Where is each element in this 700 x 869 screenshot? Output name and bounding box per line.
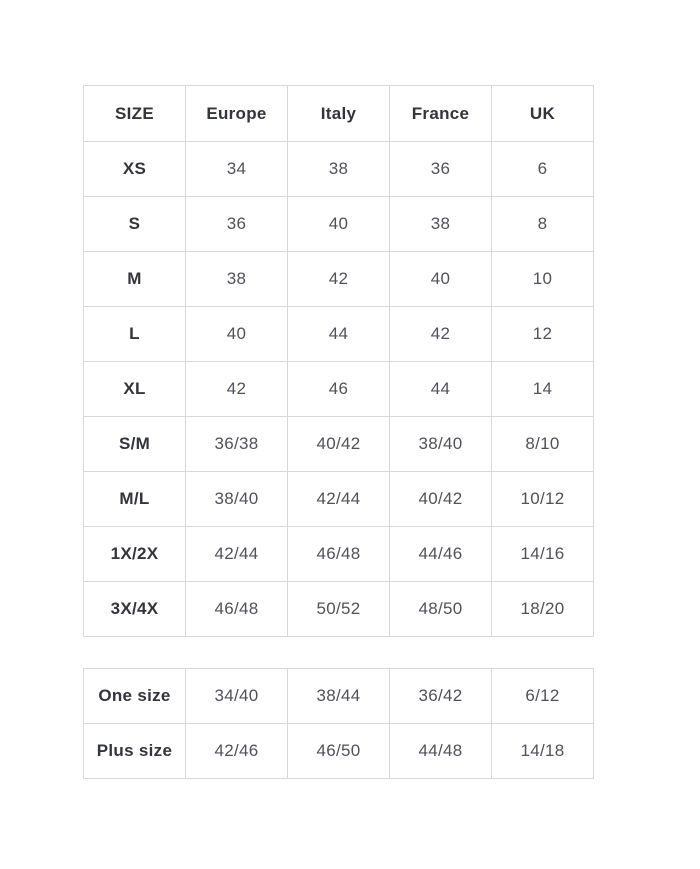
size-value: 38/40 (186, 472, 288, 527)
row-label: XL (84, 362, 186, 417)
table-row (84, 142, 594, 197)
size-value: 36 (186, 197, 288, 252)
column-header-size: SIZE (84, 86, 186, 142)
column-header-france: France (390, 86, 492, 142)
size-value: 40/42 (288, 417, 390, 472)
size-value: 12 (492, 307, 594, 362)
size-value: 44/46 (390, 527, 492, 582)
size-value: 40/42 (390, 472, 492, 527)
size-value: 42/46 (186, 724, 288, 779)
row-label: One size (84, 669, 186, 724)
table-row (84, 197, 594, 252)
size-value: 46/48 (186, 582, 288, 637)
size-value: 10/12 (492, 472, 594, 527)
row-label: M (84, 252, 186, 307)
size-conversion-table (83, 85, 594, 637)
table-row (84, 252, 594, 307)
size-value: 36 (390, 142, 492, 197)
size-value: 38 (390, 197, 492, 252)
size-value: 36/42 (390, 669, 492, 724)
table-row (84, 472, 594, 527)
size-value: 42/44 (288, 472, 390, 527)
size-value: 44 (288, 307, 390, 362)
size-value: 6 (492, 142, 594, 197)
header-row (84, 86, 594, 142)
row-label: S (84, 197, 186, 252)
size-value: 48/50 (390, 582, 492, 637)
size-value: 46/50 (288, 724, 390, 779)
row-label: XS (84, 142, 186, 197)
table-row (84, 417, 594, 472)
table-row (84, 362, 594, 417)
row-label: 3X/4X (84, 582, 186, 637)
size-value: 44/48 (390, 724, 492, 779)
size-value: 44 (390, 362, 492, 417)
size-value: 46 (288, 362, 390, 417)
size-value: 42/44 (186, 527, 288, 582)
row-label: S/M (84, 417, 186, 472)
size-value: 46/48 (288, 527, 390, 582)
size-value: 42 (186, 362, 288, 417)
row-label: M/L (84, 472, 186, 527)
size-value: 14/16 (492, 527, 594, 582)
row-label: Plus size (84, 724, 186, 779)
row-label: 1X/2X (84, 527, 186, 582)
size-value: 18/20 (492, 582, 594, 637)
table-row (84, 307, 594, 362)
size-value: 40 (288, 197, 390, 252)
table-row (84, 582, 594, 637)
table-row (84, 724, 594, 779)
size-guide (83, 85, 594, 779)
size-value: 40 (186, 307, 288, 362)
size-value: 6/12 (492, 669, 594, 724)
size-value: 34/40 (186, 669, 288, 724)
row-label: L (84, 307, 186, 362)
size-value: 38 (186, 252, 288, 307)
size-value: 50/52 (288, 582, 390, 637)
size-value: 14/18 (492, 724, 594, 779)
table-row (84, 527, 594, 582)
special-size-table (83, 668, 594, 779)
size-value: 38 (288, 142, 390, 197)
size-value: 8/10 (492, 417, 594, 472)
size-value: 38/44 (288, 669, 390, 724)
size-value: 42 (390, 307, 492, 362)
size-value: 36/38 (186, 417, 288, 472)
column-header-uk: UK (492, 86, 594, 142)
size-value: 38/40 (390, 417, 492, 472)
size-value: 8 (492, 197, 594, 252)
column-header-italy: Italy (288, 86, 390, 142)
column-header-europe: Europe (186, 86, 288, 142)
size-value: 42 (288, 252, 390, 307)
table-row (84, 669, 594, 724)
size-value: 40 (390, 252, 492, 307)
size-value: 10 (492, 252, 594, 307)
size-value: 14 (492, 362, 594, 417)
size-value: 34 (186, 142, 288, 197)
